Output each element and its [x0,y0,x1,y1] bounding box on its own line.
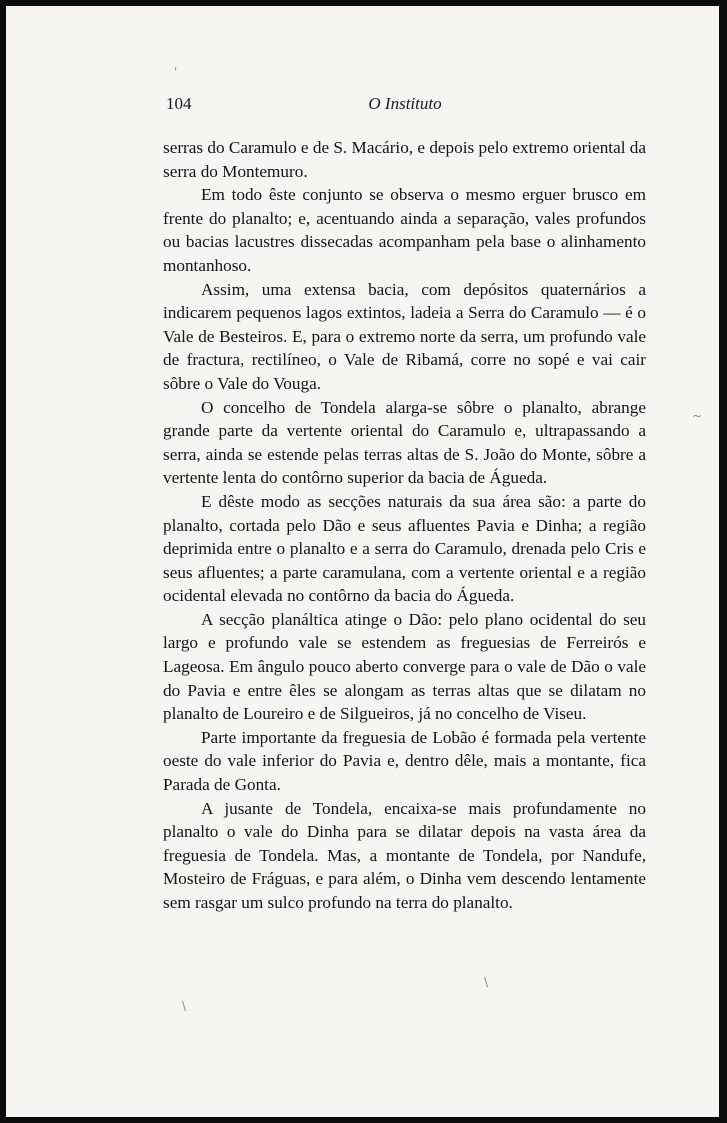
body-text [163,136,646,915]
page-number: 104 [166,94,192,113]
running-title: O Instituto [368,94,442,113]
paragraph: Assim, uma extensa bacia, com depósitos quaternários a indicarem pequenos lagos extintos, ladeia a Serra do Caramulo — é o Vale de Besteiros. E, para o extremo norte da serra, um profundo vale de fractura, rectilíneo, o Vale de Ribamá, corre no sopé e vai cair sôbre o Vale do Vouga. [163,279,646,393]
scan-speck: ' [174,65,178,79]
paragraph: Parte importante da freguesia de Lobão é formada pela vertente oeste do vale inferior do Pavia e, dentro dêle, mais a montante, fica Parada de Gonta. [163,727,646,795]
book-page [6,6,719,1117]
page-header [166,94,644,118]
paragraph-continuation: serras do Caramulo e de S. Macário, e depois pelo extremo oriental da serra do Montemuro. [163,138,646,181]
scan-speck: \ [182,999,187,1013]
paragraph: A jusante de Tondela, encaixa-se mais profundamente no planalto o vale do Dinha para se dilatar depois na vasta área da freguesia de Tondela. Mas, a montante de Tondela, por Nandufe, Mosteiro de Fráguas, e para além, o Dinha vem descendo lentamente sem rasgar um sulco profundo na terra do planalto. [163,798,646,912]
paragraph: O concelho de Tondela alarga-se sôbre o planalto, abrange grande parte da vertente oriental do Caramulo e, ultrapassando a serra, ainda se estende pelas terras altas de S. João do Monte, sôbre a vertente lenta do contôrno superior da bacia de Águeda. [163,397,646,488]
paragraph: E dêste modo as secções naturais da sua área são: a parte do planalto, cortada pelo Dão e seus afluentes Pavia e Dinha; a região deprimida entre o planalto e a serra do Caramulo, drenada pelo Cris e seus afluentes; a parte caramulana, com a vertente oriental e a região ocidental elevada no contôrno da bacia do Águeda. [163,491,646,606]
scan-speck: ~ [692,409,703,423]
paragraph: A secção planáltica atinge o Dão: pelo plano ocidental do seu largo e profundo vale se estendem as freguesias de Ferreirós e Lageosa. Em ângulo pouco aberto converge para o vale de Dão o vale do Pavia e entre êles se alongam as terras altas que se dilatam no planalto de Loureiro e de Silgueiros, já no concelho de Viseu. [163,609,646,724]
paragraph: Em todo êste conjunto se observa o mesmo erguer brusco em frente do planalto; e, acentuando ainda a separação, vales profundos ou bacias lacustres dissecadas acompanham pela base o alinhamento montanhoso. [163,185,646,275]
scan-speck: \ [484,975,489,989]
